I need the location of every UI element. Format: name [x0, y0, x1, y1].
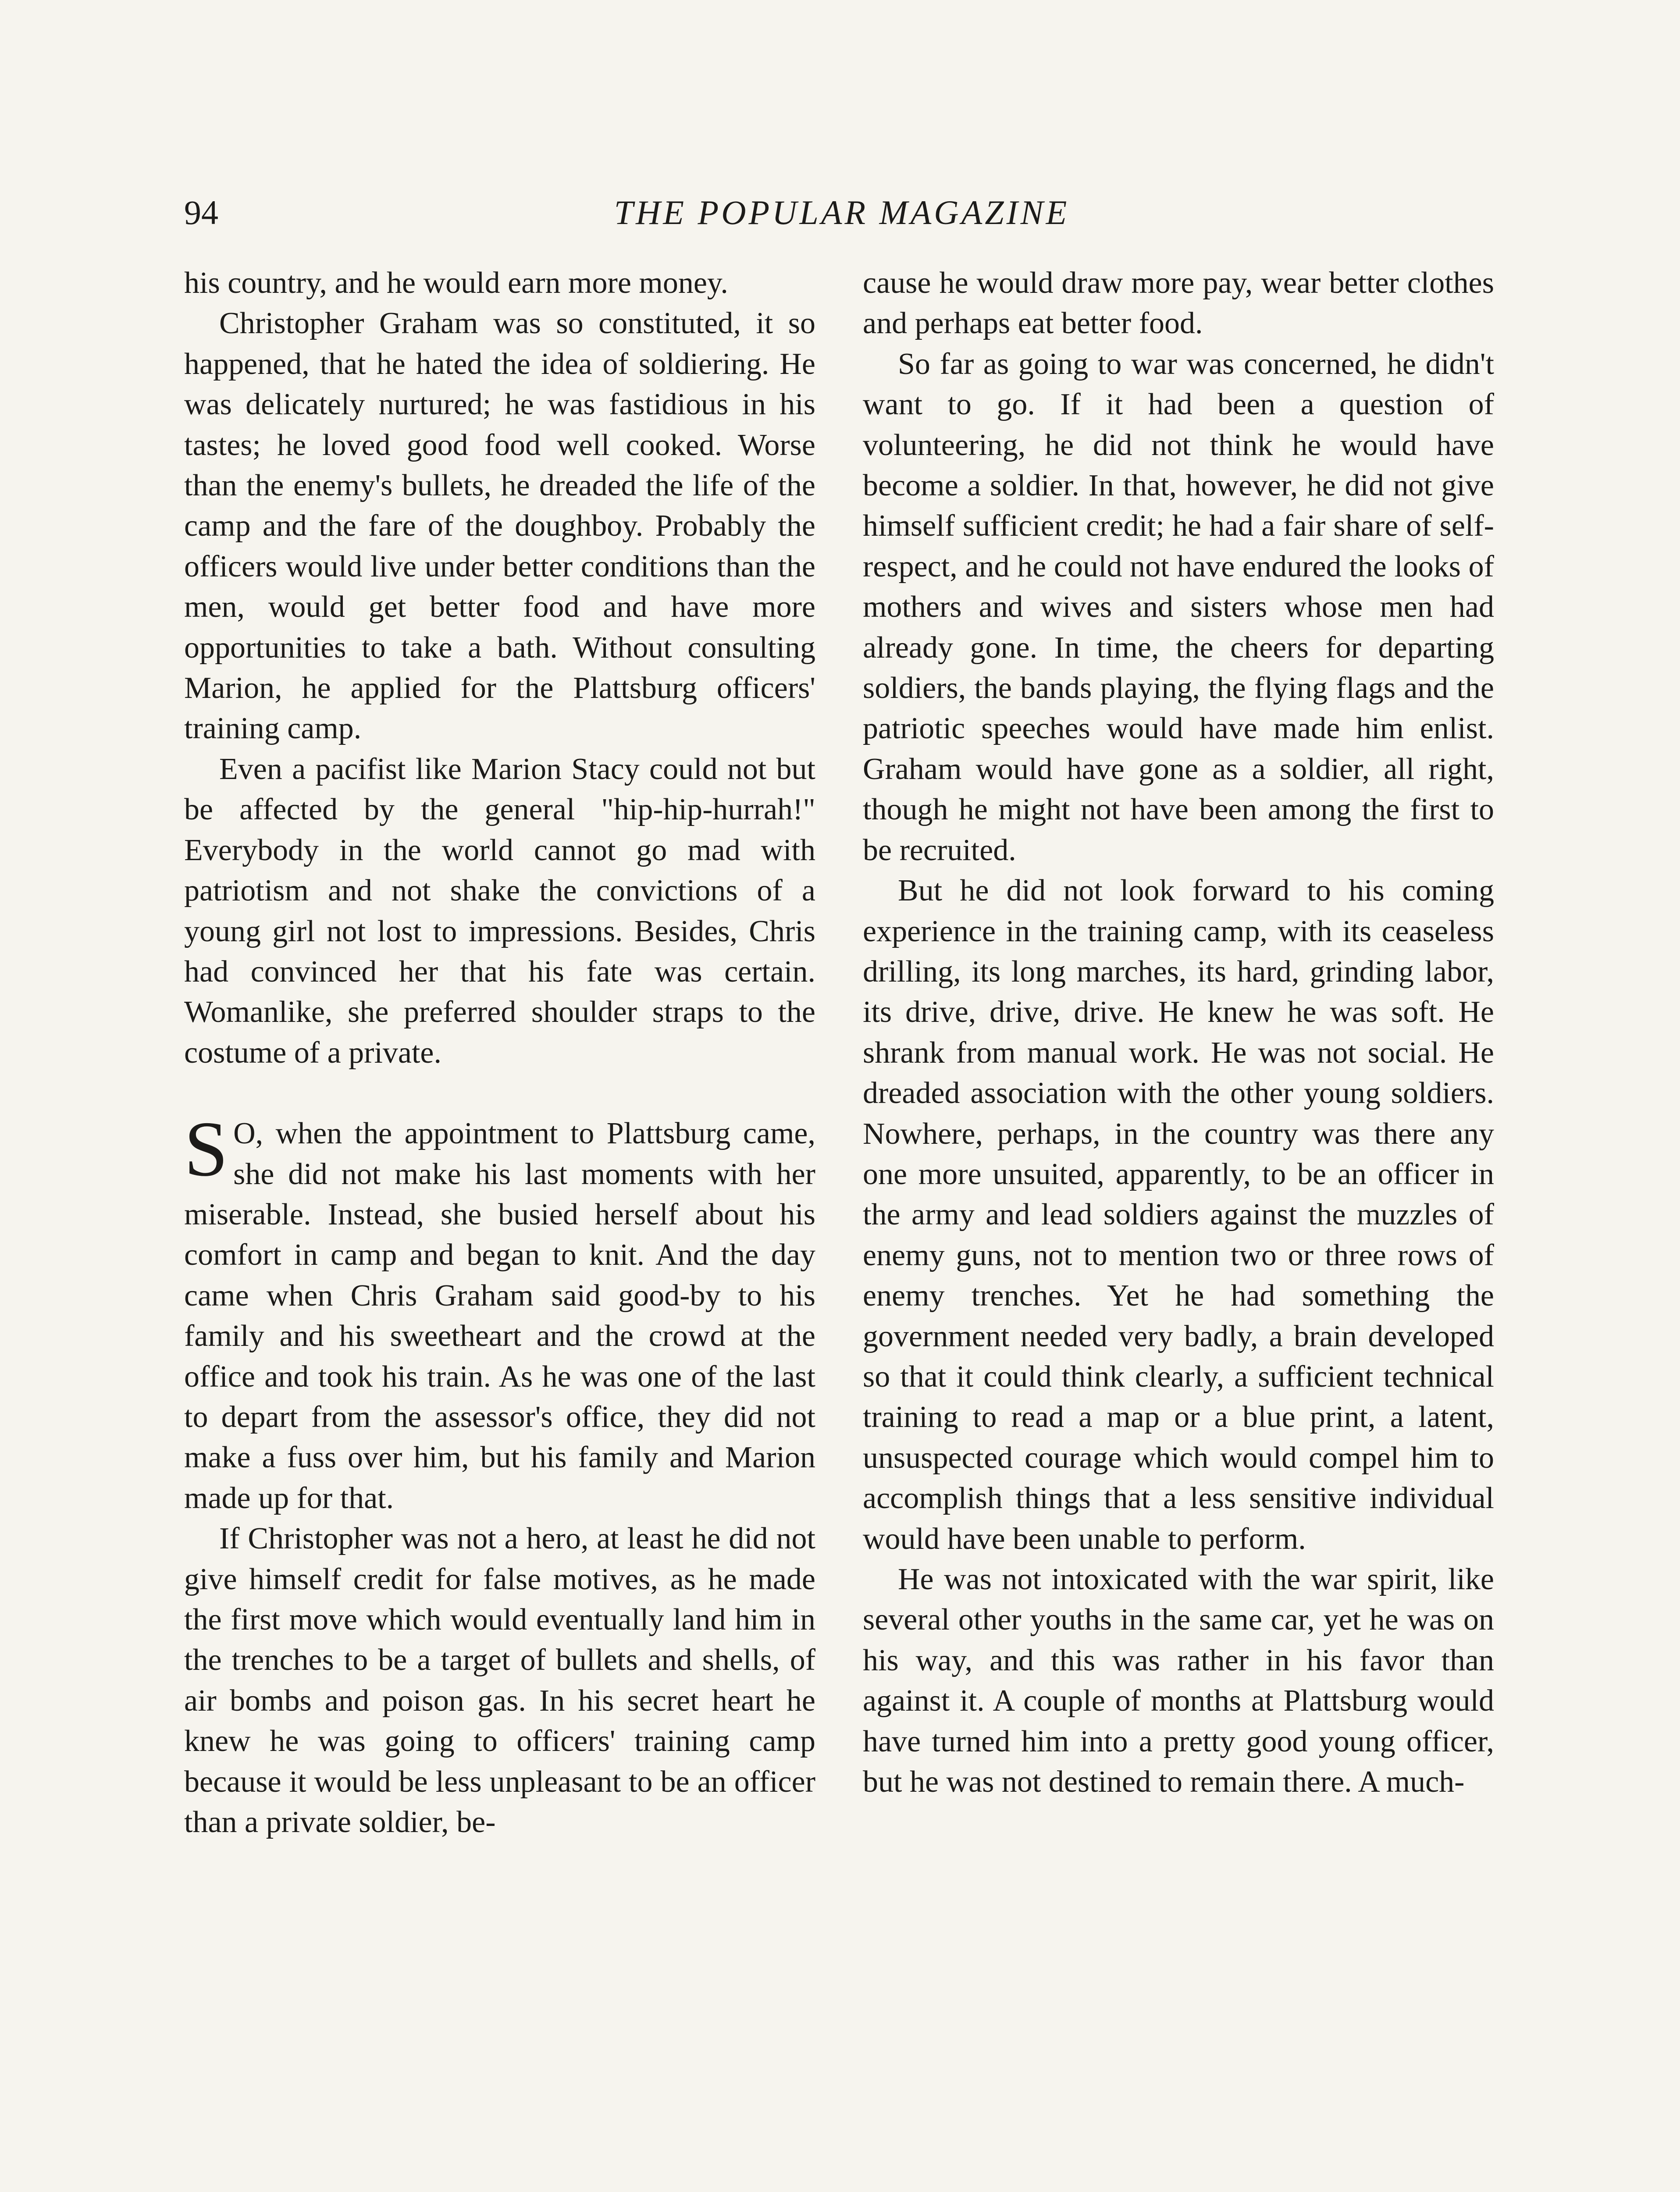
- paragraph: He was not intoxicated with the war spirit, like several other youths in the same car, yet he was on his way, and this was rather in his favor than against it. A couple of months at Plattsburg would have turned him into a pretty good young officer, but he was not destined to remain there. A much-: [863, 1562, 1494, 1799]
- drop-cap: S: [184, 1105, 228, 1193]
- page-number: 94: [184, 193, 218, 231]
- paragraph-text: O, when the appointment to Plattsburg came, she did not make his last moments with her miserable. Instead, she busied herself about his comfort in camp and began to knit. And the day came when Chris Graham said good-by to his family and his sweetheart and the crowd at the office and took his train. As he was one of the last to depart from the assessor's office, they did not make a fuss over him, but his family and Marion made up for that.: [184, 1117, 815, 1515]
- paragraph: So far as going to war was concerned, he didn't want to go. If it had been a question of volunteering, he did not think he would have become a soldier. In that, however, he did not give himself sufficient credit; he had a fair share of self-respect, and he could not have endured the looks of mothers and wives and sisters whose men had already gone. In time, the cheers for departing soldiers, the bands playing, the flying flags and the patriotic speeches would have made him enlist. Graham would have gone as a soldier, all right, though he might not have been among the first to be recruited.: [863, 347, 1494, 867]
- left-column: [184, 263, 815, 1843]
- paragraph: If Christopher was not a hero, at least he did not give himself credit for false motives, as he made the first move which would eventually land him in the trenches to be a target of bullets and shells, of air bombs and poison gas. In his secret heart he knew he was going to officers' training camp because it would be less unpleasant to be an officer than a private soldier, be-: [184, 1522, 815, 1840]
- right-column: [863, 263, 1494, 1802]
- section-start-paragraph: [184, 1105, 815, 1519]
- paragraph: his country, and he would earn more money.: [184, 266, 728, 300]
- page-header: [184, 189, 1499, 237]
- paragraph: Christopher Graham was so constituted, it so happened, that he hated the idea of soldiering. He was delicately nurtured; he was fastidious in his tastes; he loved good food well cooked. Worse than the enemy's bullets, he dreaded the life of the camp and the fare of the doughboy. Probably the officers would live under better conditions than the men, would get better food and have more opportunities to take a bath. Without consulting Marion, he applied for the Plattsburg officers' training camp.: [184, 306, 815, 746]
- paragraph: Even a pacifist like Marion Stacy could not but be affected by the general "hip-hip-hurrah!" Everybody in the world cannot go mad with patriotism and not shake the convictions of a young girl not lost to impressions. Besides, Chris had convinced her that his fate was certain. Womanlike, she preferred shoulder straps to the costume of a private.: [184, 752, 815, 1070]
- running-title: THE POPULAR MAGAZINE: [614, 193, 1070, 231]
- paragraph: cause he would draw more pay, wear better clothes and perhaps eat better food.: [863, 266, 1494, 341]
- paragraph: But he did not look forward to his coming experience in the training camp, with its ceaseless drilling, its long marches, its hard, grinding labor, its drive, drive, drive. He knew he was soft. He shrank from manual work. He was not social. He dreaded association with the other young soldiers. Nowhere, perhaps, in the country was there any one more unsuited, apparently, to be an officer in the army and lead soldiers against the muzzles of enemy guns, not to mention two or three rows of enemy trenches. Yet he had something the government needed very badly, a brain developed so that it could think clearly, a sufficient technical training to read a map or a blue print, a latent, unsuspected courage which would compel him to accomplish things that a less sensitive individual would have been unable to perform.: [863, 874, 1494, 1556]
